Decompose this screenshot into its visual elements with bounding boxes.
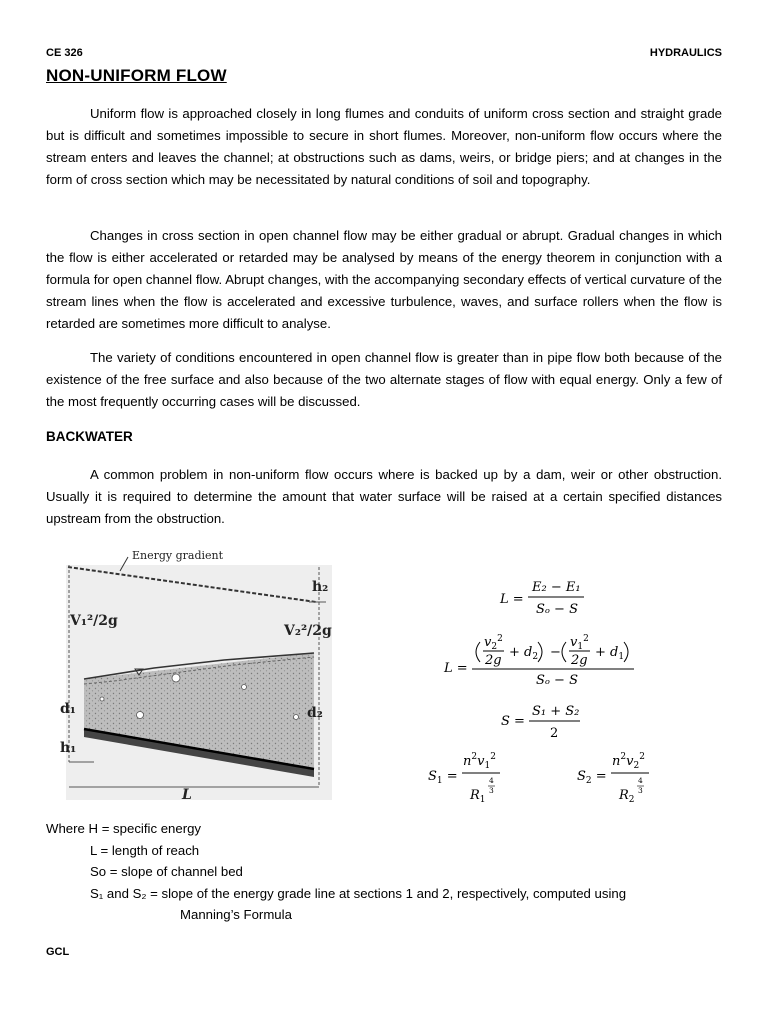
svg-text:n2v22: $n^2_v2^2$ — [612, 752, 645, 771]
definition-item: S₁ and S₂ = slope of the energy grade line at sections 1 and 2, respectively, computed using — [90, 885, 627, 901]
eq-s1-manning — [428, 752, 500, 805]
svg-text:+ d2: + d2 — [509, 645, 539, 662]
header-course: CE 326 — [46, 47, 83, 59]
paragraph-3: The variety of conditions encountered in open channel flow is greater than in pipe flow both because of the existence of the free surface and also because of the two alternate stages of flow with equal energy. Only a few of the most frequently occurring cases will be discussed. — [46, 350, 722, 409]
eq3-label: S = — [501, 714, 525, 729]
bubble — [294, 715, 299, 720]
definition-item: Manning’s Formula — [180, 907, 292, 922]
eq1-numerator: E₂ − E₁ — [532, 580, 581, 595]
length-label: L — [182, 787, 192, 803]
svg-text:S1 =: S1 = — [428, 769, 458, 786]
paragraph-2: Changes in cross section in open channel flow may be either gradual or abrupt. Gradual changes in which the flow is either accelerated or retarded may be analysed by means of the energy theorem in conjunction with a formula for open channel flow. Abrupt changes, with the accompanying secondary effects of vertical curvature of the stream lines when the flow is accelerated and excessive turbulence, waves, and surface rollers when the flow is retarded are sometimes more difficult to analyse. — [46, 228, 722, 331]
v1-label: V₁²/2g — [70, 613, 118, 629]
header-subject: HYDRAULICS — [649, 47, 722, 59]
bubble — [100, 697, 104, 701]
h2-label: h₂ — [312, 579, 329, 595]
bubble — [137, 712, 144, 719]
section-heading-backwater: BACKWATER — [46, 429, 133, 444]
svg-text:2g: 2g — [571, 653, 588, 668]
backwater-diagram — [60, 547, 344, 807]
svg-text:R2: R2 — [619, 788, 635, 805]
v2-label: V₂²/2g — [284, 623, 332, 639]
svg-text:4: 4 — [489, 776, 494, 785]
svg-text:−: − — [550, 645, 561, 660]
eq3-numerator: S₁ + S₂ — [532, 704, 580, 719]
svg-text:3: 3 — [638, 786, 643, 795]
svg-text:v22: $v2^2$ — [484, 634, 503, 652]
energy-gradient-label: Energy gradient — [132, 549, 224, 562]
d2-label: d₂ — [307, 705, 323, 721]
eq2-denominator: Sₒ − S — [536, 673, 578, 688]
svg-text:n2v12: $n^2_v1^2$ — [463, 752, 496, 771]
svg-text:+ d1: + d1 — [595, 645, 625, 662]
eq1-label: L = — [500, 592, 524, 607]
d1-label: d₁ — [60, 701, 76, 717]
eq3-denominator: 2 — [550, 726, 559, 741]
svg-text:3: 3 — [489, 786, 494, 795]
svg-text:R1: R1 — [470, 788, 486, 805]
definition-item: L = length of reach — [90, 842, 200, 858]
svg-text:2g: 2g — [485, 653, 502, 668]
eq2-numerator — [476, 634, 628, 668]
page-title: NON-UNIFORM FLOW — [46, 66, 227, 85]
svg-text:S2 =: S2 = — [577, 769, 607, 786]
svg-text:4: 4 — [638, 776, 643, 785]
eq1-denominator: Sₒ − S — [536, 602, 578, 617]
svg-text:v12: $v1^2$ — [570, 634, 589, 652]
eq-s2-manning — [577, 752, 649, 805]
eq2-label: L = — [444, 661, 468, 676]
h1-label: h₁ — [60, 740, 77, 756]
paragraph-1: Uniform flow is approached closely in long flumes and conduits of uniform cross section and straight grade but is difficult and sometimes impossible to secure in short flumes. Moreover, non-uniform flow occurs where the stream enters and leaves the channel; at obstructions such as dams, weirs, or bridge piers; and at changes in the form of cross section which may be necessitated by natural conditions of soil and topography. — [46, 106, 722, 187]
paragraph-backwater: A common problem in non-uniform flow occurs where is backed up by a dam, weir or other obstruction. Usually it is required to determine the amount that water surface will be raised at a certain specified distances upstream from the obstruction. — [46, 467, 722, 526]
definitions-list — [46, 818, 626, 926]
definition-item: Where H = specific energy — [46, 821, 202, 836]
footer-initials: GCL — [46, 946, 70, 958]
definition-item: So = slope of channel bed — [90, 864, 243, 879]
bubble — [242, 685, 247, 690]
backwater-equations — [400, 565, 660, 815]
bubble — [172, 674, 180, 682]
